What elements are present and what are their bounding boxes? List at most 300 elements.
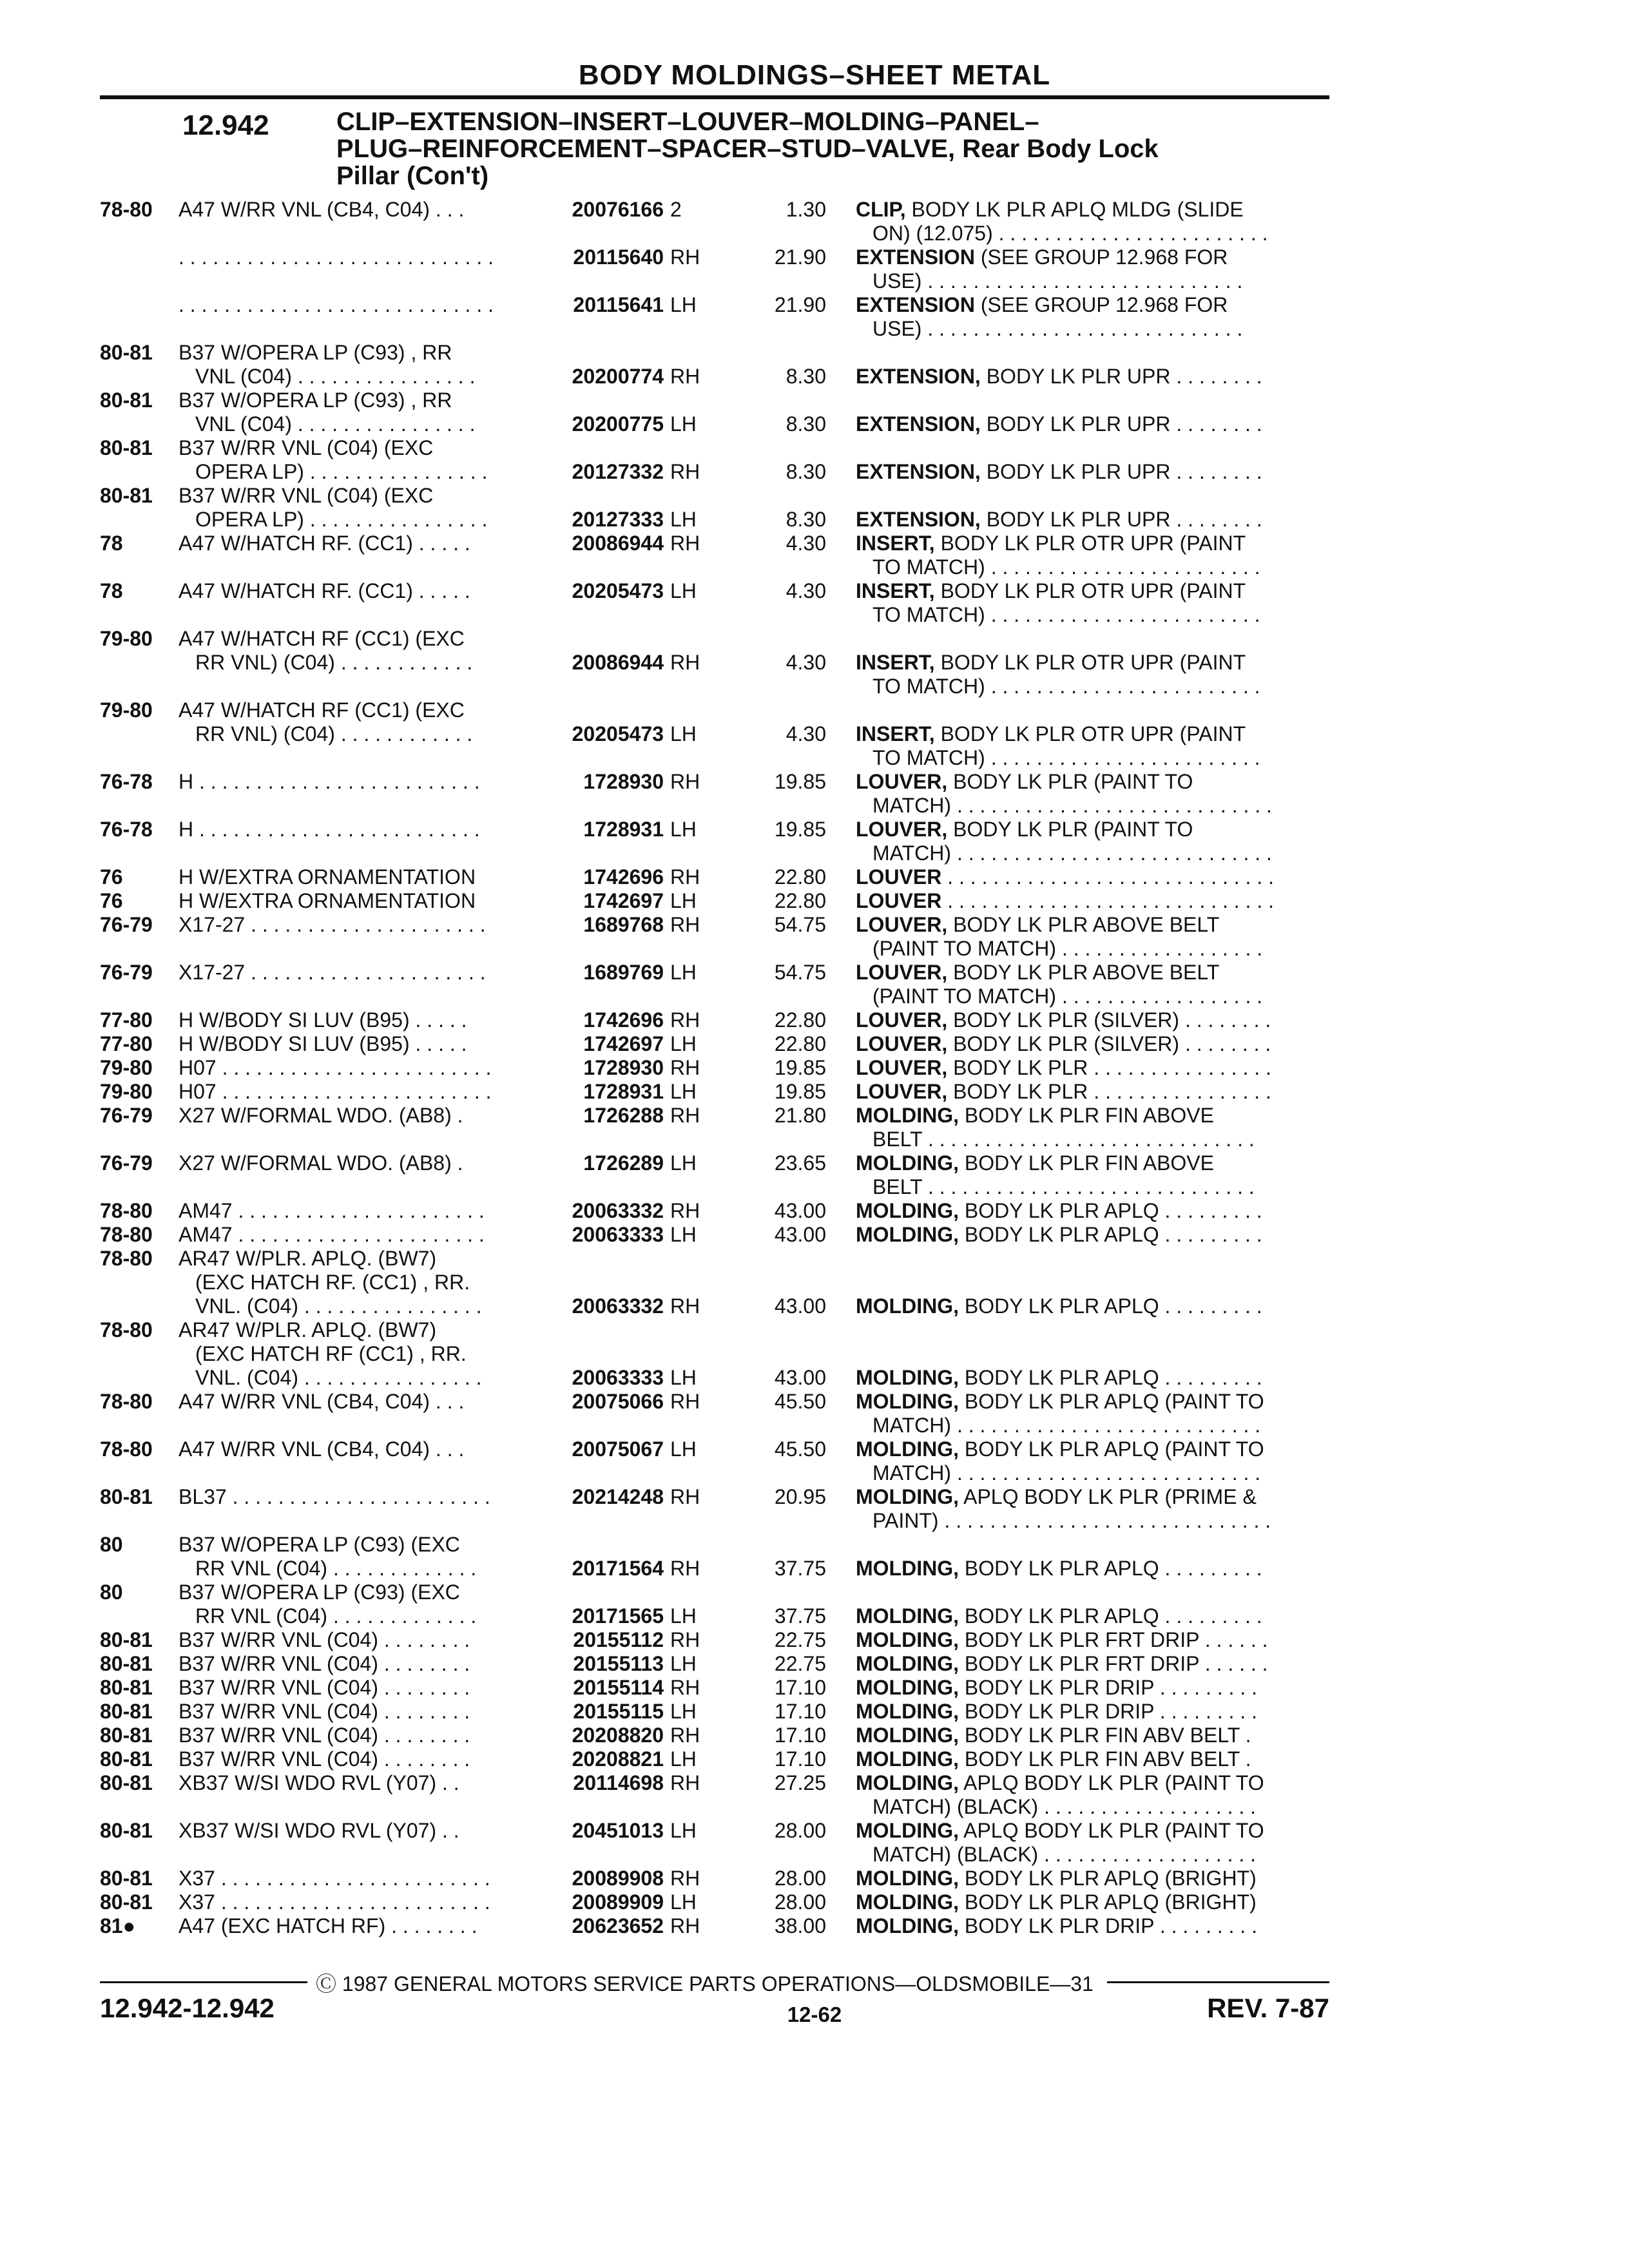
part-application <box>178 1890 526 1914</box>
part-name-text: BODY LK PLR APLQ (BRIGHT) <box>958 1867 1257 1890</box>
part-name-text: MATCH) . . . . . . . . . . . . . . . . . . . . . . . . . . . . <box>872 841 1272 865</box>
part-application-line: XB37 W/SI WDO RVL (Y07) . . <box>178 1819 459 1842</box>
part-application <box>178 1628 526 1652</box>
part-application-line: RR VNL (C04) . . . . . . . . . . . . . <box>195 1604 477 1628</box>
part-name-text: BODY LK PLR OTR UPR (PAINT <box>934 579 1246 602</box>
part-name-keyword: MOLDING, <box>856 1771 959 1794</box>
part-name-text: (SEE GROUP 12.968 FOR <box>974 245 1228 269</box>
part-quantity: RH <box>670 1676 700 1699</box>
part-price: 22.80 <box>774 889 826 912</box>
part-name-line <box>856 198 1320 222</box>
part-quantity: LH <box>670 412 697 436</box>
part-application-line: B37 W/OPERA LP (C93) (EXC <box>178 1581 460 1604</box>
part-years: 78-80 <box>100 198 153 221</box>
part-number: 20155114 <box>573 1676 664 1699</box>
part-quantity: LH <box>670 579 697 602</box>
part-application-line: VNL (C04) . . . . . . . . . . . . . . . . <box>195 365 476 388</box>
part-name-text: BODY LK PLR APLQ . . . . . . . . . <box>958 1557 1262 1580</box>
part-name-line <box>856 1747 1320 1771</box>
part-name-text: BODY LK PLR UPR . . . . . . . . <box>980 460 1262 483</box>
part-number: 20063332 <box>572 1199 664 1222</box>
part-name <box>856 579 1320 627</box>
part-number: 1742697 <box>583 889 664 912</box>
part-years: 79-80 <box>100 1080 153 1103</box>
part-name <box>856 1366 1320 1390</box>
part-name-line <box>856 937 1320 961</box>
part-name-line <box>856 1414 1320 1437</box>
part-name <box>856 961 1320 1008</box>
part-application <box>178 1771 526 1795</box>
part-name <box>856 889 1320 913</box>
section-title-line-1: CLIP–EXTENSION–INSERT–LOUVER–MOLDING–PANEL– <box>336 108 1039 136</box>
part-quantity: RH <box>670 1724 700 1747</box>
part-name-line <box>856 1104 1320 1128</box>
part-name <box>856 1151 1320 1199</box>
part-number: 20200775 <box>572 412 664 436</box>
part-application <box>178 341 526 389</box>
part-name-text: APLQ BODY LK PLR (PAINT TO <box>958 1819 1264 1842</box>
part-name-line <box>856 222 1320 245</box>
part-application-line: VNL (C04) . . . . . . . . . . . . . . . . <box>195 412 476 436</box>
part-name-text: BODY LK PLR DRIP . . . . . . . . . <box>958 1914 1257 1937</box>
part-name-keyword: LOUVER <box>856 865 942 889</box>
part-application <box>178 1700 526 1724</box>
footer-copyright: Ⓒ 1987 GENERAL MOTORS SERVICE PARTS OPERATIONS—OLDSMOBILE—31 <box>316 1972 1094 1995</box>
part-name <box>856 770 1320 818</box>
part-number: 20089908 <box>572 1867 664 1890</box>
part-application-line: B37 W/RR VNL (C04) . . . . . . . . <box>178 1652 470 1675</box>
part-number: 1728931 <box>583 1080 664 1103</box>
part-number: 20208821 <box>572 1747 664 1771</box>
part-name-text: (PAINT TO MATCH) . . . . . . . . . . . . . . . . . . <box>872 937 1263 960</box>
part-name-line <box>856 532 1320 555</box>
part-name <box>856 1652 1320 1676</box>
section-title-line-2: PLUG–REINFORCEMENT–SPACER–STUD–VALVE, Rear Body Lock <box>336 135 1159 163</box>
part-years: 76-79 <box>100 913 153 936</box>
part-name-line <box>856 1771 1320 1795</box>
part-price: 19.85 <box>774 818 826 841</box>
part-application-line: A47 W/RR VNL (CB4, C04) . . . <box>178 198 465 221</box>
footer-section-range: 12.942-12.942 <box>100 1993 275 2023</box>
part-name-line <box>856 1700 1320 1724</box>
part-name-text: BODY LK PLR APLQ (BRIGHT) <box>958 1890 1257 1914</box>
part-quantity: RH <box>670 1294 700 1318</box>
part-name-line <box>856 293 1320 317</box>
part-years: 80-81 <box>100 1676 153 1699</box>
part-application-line: H . . . . . . . . . . . . . . . . . . . . . . . . . <box>178 818 480 841</box>
part-price: 23.65 <box>774 1151 826 1175</box>
part-years: 80 <box>100 1581 123 1604</box>
part-application-line: A47 W/RR VNL (CB4, C04) . . . <box>178 1437 465 1461</box>
part-number: 20063332 <box>572 1294 664 1318</box>
part-name-text: BODY LK PLR UPR . . . . . . . . <box>980 365 1262 388</box>
part-name-line <box>856 1461 1320 1485</box>
part-price: 17.10 <box>774 1676 826 1699</box>
part-name <box>856 1223 1320 1247</box>
part-name-keyword: MOLDING, <box>856 1294 959 1318</box>
part-application <box>178 1318 526 1390</box>
part-application-line: B37 W/RR VNL (C04) (EXC <box>178 484 434 507</box>
part-price: 22.80 <box>774 1032 826 1055</box>
part-price: 28.00 <box>774 1890 826 1914</box>
part-name <box>856 1914 1320 1938</box>
part-name <box>856 1104 1320 1151</box>
footer-page-number: 12-62 <box>787 2003 842 2026</box>
part-quantity: RH <box>670 1008 700 1032</box>
part-name-keyword: LOUVER, <box>856 1008 948 1032</box>
section-title-line-3: Pillar (Con't) <box>336 162 489 190</box>
part-application <box>178 532 526 555</box>
part-application-line: X37 . . . . . . . . . . . . . . . . . . . . . . . . <box>178 1890 490 1914</box>
part-name-text: BODY LK PLR OTR UPR (PAINT <box>934 532 1246 555</box>
part-application-line: . . . . . . . . . . . . . . . . . . . . . . . . . . . . <box>178 245 494 269</box>
part-application-line: H W/BODY SI LUV (B95) . . . . . <box>178 1032 467 1055</box>
part-name-line <box>856 985 1320 1008</box>
part-name-line <box>856 961 1320 985</box>
part-price: 38.00 <box>774 1914 826 1937</box>
part-quantity: LH <box>670 889 697 912</box>
part-name-keyword: LOUVER, <box>856 818 948 841</box>
part-name-text: BODY LK PLR (SILVER) . . . . . . . . <box>947 1008 1271 1032</box>
part-name-text: BODY LK PLR FIN ABOVE <box>958 1104 1214 1127</box>
part-name-keyword: MOLDING, <box>856 1747 959 1771</box>
part-years: 80-81 <box>100 1867 153 1890</box>
part-price: 19.85 <box>774 1080 826 1103</box>
part-name-text: APLQ BODY LK PLR (PAINT TO <box>958 1771 1264 1794</box>
part-quantity: LH <box>670 1151 697 1175</box>
part-application <box>178 1080 526 1104</box>
part-name <box>856 245 1320 293</box>
part-application-line: B37 W/RR VNL (C04) . . . . . . . . <box>178 1724 470 1747</box>
part-quantity: LH <box>670 1437 697 1461</box>
part-quantity: RH <box>670 1557 700 1580</box>
part-number: 20205473 <box>572 722 664 745</box>
part-price: 8.30 <box>786 365 826 388</box>
part-price: 4.30 <box>786 579 826 602</box>
part-name-text: BODY LK PLR FIN ABV BELT . <box>958 1747 1251 1771</box>
part-application-line: X17-27 . . . . . . . . . . . . . . . . . . . . . <box>178 961 486 984</box>
part-years: 78-80 <box>100 1390 153 1413</box>
part-quantity: RH <box>670 1485 700 1508</box>
part-application <box>178 1008 526 1032</box>
part-price: 17.10 <box>774 1724 826 1747</box>
part-quantity: RH <box>670 1199 700 1222</box>
part-application-line: A47 W/HATCH RF. (CC1) . . . . . <box>178 579 470 602</box>
part-application-line: . . . . . . . . . . . . . . . . . . . . . . . . . . . . <box>178 293 494 316</box>
part-name-keyword: EXTENSION <box>856 245 975 269</box>
part-years: 80 <box>100 1533 123 1556</box>
part-name-keyword: CLIP, <box>856 198 906 221</box>
part-name-keyword: INSERT, <box>856 722 935 745</box>
part-name <box>856 1819 1320 1867</box>
part-name-line <box>856 1175 1320 1199</box>
part-name-text: (SEE GROUP 12.968 FOR <box>974 293 1228 316</box>
part-application <box>178 1819 526 1843</box>
part-name <box>856 1199 1320 1223</box>
part-name-keyword: LOUVER, <box>856 770 948 793</box>
part-name-keyword: MOLDING, <box>856 1890 959 1914</box>
part-years: 80-81 <box>100 1890 153 1914</box>
part-name-keyword: MOLDING, <box>856 1914 959 1937</box>
part-years: 80-81 <box>100 1485 153 1508</box>
part-name-line <box>856 1843 1320 1867</box>
part-name-text: BODY LK PLR APLQ . . . . . . . . . <box>958 1199 1262 1222</box>
part-name <box>856 1867 1320 1890</box>
part-application-line: X27 W/FORMAL WDO. (AB8) . <box>178 1151 463 1175</box>
part-name-line <box>856 1676 1320 1700</box>
part-application <box>178 389 526 436</box>
part-name-line <box>856 1294 1320 1318</box>
part-name <box>856 460 1320 484</box>
part-name <box>856 651 1320 698</box>
part-number: 20208820 <box>572 1724 664 1747</box>
part-number: 20115641 <box>573 293 664 316</box>
part-name-keyword: EXTENSION, <box>856 460 981 483</box>
part-number: 20115640 <box>573 245 664 269</box>
part-price: 17.10 <box>774 1700 826 1723</box>
part-years: 80-81 <box>100 1652 153 1675</box>
part-years: 79-80 <box>100 698 153 722</box>
part-application <box>178 1104 526 1128</box>
part-name-keyword: MOLDING, <box>856 1366 959 1389</box>
part-number: 20127332 <box>572 460 664 483</box>
part-name-text: BELT . . . . . . . . . . . . . . . . . . . . . . . . . . . . . <box>872 1175 1255 1198</box>
part-application-line: A47 W/HATCH RF. (CC1) . . . . . <box>178 532 470 555</box>
part-application-line: OPERA LP) . . . . . . . . . . . . . . . . <box>195 508 488 531</box>
part-application <box>178 1485 526 1509</box>
part-years: 77-80 <box>100 1008 153 1032</box>
part-application-line: B37 W/OPERA LP (C93) (EXC <box>178 1533 460 1556</box>
part-name-keyword: MOLDING, <box>856 1676 959 1699</box>
part-price: 4.30 <box>786 722 826 745</box>
part-years: 76-79 <box>100 961 153 984</box>
footer-rule-left <box>100 1981 307 1983</box>
part-application <box>178 1437 526 1461</box>
part-name-line <box>856 460 1320 484</box>
part-quantity: LH <box>670 1747 697 1771</box>
part-name-line <box>856 1366 1320 1390</box>
part-quantity: RH <box>670 1914 700 1937</box>
part-name-line <box>856 269 1320 293</box>
part-price: 37.75 <box>774 1604 826 1628</box>
part-name <box>856 1771 1320 1819</box>
part-name-keyword: MOLDING, <box>856 1437 959 1461</box>
part-quantity: LH <box>670 1223 697 1246</box>
part-price: 22.75 <box>774 1652 826 1675</box>
part-quantity: LH <box>670 1890 697 1914</box>
part-number: 20451013 <box>572 1819 664 1842</box>
part-number: 1726289 <box>583 1151 664 1175</box>
part-name <box>856 1747 1320 1771</box>
part-name-text: PAINT) . . . . . . . . . . . . . . . . . . . . . . . . . . . . . <box>872 1509 1271 1532</box>
part-price: 43.00 <box>774 1366 826 1389</box>
part-application-line: B37 W/OPERA LP (C93) , RR <box>178 389 452 412</box>
part-application <box>178 1032 526 1056</box>
part-name-line <box>856 365 1320 389</box>
part-name-text: TO MATCH) . . . . . . . . . . . . . . . . . . . . . . . . <box>872 675 1260 698</box>
part-years: 78-80 <box>100 1247 153 1270</box>
part-name-line <box>856 1914 1320 1938</box>
part-name-text: BODY LK PLR ABOVE BELT <box>947 913 1220 936</box>
part-application-line: RR VNL) (C04) . . . . . . . . . . . . <box>195 651 473 674</box>
part-quantity: RH <box>670 865 700 889</box>
part-name-keyword: INSERT, <box>856 532 935 555</box>
part-application <box>178 627 526 675</box>
part-years: 80-81 <box>100 1700 153 1723</box>
part-years: 76-79 <box>100 1104 153 1127</box>
part-name-text: BODY LK PLR APLQ (PAINT TO <box>958 1390 1264 1413</box>
part-application-line: VNL. (C04) . . . . . . . . . . . . . . . . <box>195 1294 482 1318</box>
part-name-line <box>856 1509 1320 1533</box>
part-application-line: A47 W/RR VNL (CB4, C04) . . . <box>178 1390 465 1413</box>
part-price: 27.25 <box>774 1771 826 1794</box>
section-number: 12.942 <box>182 110 269 141</box>
part-name-line <box>856 1437 1320 1461</box>
part-name-text: BODY LK PLR FIN ABV BELT . <box>958 1724 1251 1747</box>
part-quantity: LH <box>670 1366 697 1389</box>
part-number: 20200774 <box>572 365 664 388</box>
part-name-text: BODY LK PLR APLQ . . . . . . . . . <box>958 1223 1262 1246</box>
part-application-line: H . . . . . . . . . . . . . . . . . . . . . . . . . <box>178 770 480 793</box>
part-number: 1742697 <box>583 1032 664 1055</box>
part-price: 22.80 <box>774 865 826 889</box>
part-price: 4.30 <box>786 651 826 674</box>
part-application <box>178 1151 526 1175</box>
part-name-keyword: MOLDING, <box>856 1700 959 1723</box>
part-application-line: VNL. (C04) . . . . . . . . . . . . . . . . <box>195 1366 482 1389</box>
part-name-text: BODY LK PLR (SILVER) . . . . . . . . <box>947 1032 1271 1055</box>
part-name-line <box>856 1223 1320 1247</box>
part-name-keyword: LOUVER, <box>856 913 948 936</box>
part-application-line: X17-27 . . . . . . . . . . . . . . . . . . . . . <box>178 913 486 936</box>
part-number: 20214248 <box>572 1485 664 1508</box>
part-name-text: USE) . . . . . . . . . . . . . . . . . . . . . . . . . . . . <box>872 317 1243 340</box>
part-quantity: RH <box>670 1867 700 1890</box>
part-quantity: LH <box>670 961 697 984</box>
part-number: 20155113 <box>573 1652 664 1675</box>
part-application-line: B37 W/RR VNL (C04) . . . . . . . . <box>178 1700 470 1723</box>
part-name-keyword: MOLDING, <box>856 1724 959 1747</box>
part-name-keyword: MOLDING, <box>856 1223 959 1246</box>
part-years: 78 <box>100 579 123 602</box>
part-number: 1726288 <box>583 1104 664 1127</box>
part-price: 28.00 <box>774 1819 826 1842</box>
part-quantity: LH <box>670 508 697 531</box>
part-years: 80-81 <box>100 1819 153 1842</box>
part-name-text: BODY LK PLR ABOVE BELT <box>947 961 1220 984</box>
part-number: 20089909 <box>572 1890 664 1914</box>
part-years: 78 <box>100 532 123 555</box>
part-application <box>178 1199 526 1223</box>
part-name-line <box>856 794 1320 818</box>
part-quantity: LH <box>670 1032 697 1055</box>
part-name-keyword: INSERT, <box>856 651 935 674</box>
part-quantity: LH <box>670 722 697 745</box>
part-name-keyword: MOLDING, <box>856 1628 959 1651</box>
part-name <box>856 293 1320 341</box>
part-name-keyword: LOUVER, <box>856 1080 948 1103</box>
part-price: 21.80 <box>774 1104 826 1127</box>
part-name-text: TO MATCH) . . . . . . . . . . . . . . . . . . . . . . . . <box>872 603 1260 626</box>
part-name-keyword: MOLDING, <box>856 1652 959 1675</box>
part-years: 76-78 <box>100 818 153 841</box>
part-price: 43.00 <box>774 1294 826 1318</box>
part-application <box>178 579 526 603</box>
part-name-keyword: EXTENSION, <box>856 412 981 436</box>
part-name-keyword: MOLDING, <box>856 1557 959 1580</box>
part-price: 21.90 <box>774 245 826 269</box>
part-number: 20086944 <box>572 532 664 555</box>
part-number: 20155112 <box>573 1628 664 1651</box>
part-name-line <box>856 245 1320 269</box>
footer-revision: REV. 7-87 <box>1207 1993 1329 2023</box>
part-quantity: RH <box>670 1771 700 1794</box>
part-application <box>178 245 526 269</box>
part-number: 1742696 <box>583 865 664 889</box>
part-name-line <box>856 770 1320 794</box>
part-years: 77-80 <box>100 1032 153 1055</box>
part-price: 45.50 <box>774 1390 826 1413</box>
part-name-line <box>856 1008 1320 1032</box>
part-years: 76-78 <box>100 770 153 793</box>
part-price: 8.30 <box>786 508 826 531</box>
part-name <box>856 1890 1320 1914</box>
part-name <box>856 1032 1320 1056</box>
part-name-line <box>856 1652 1320 1676</box>
part-name-text: BODY LK PLR (PAINT TO <box>947 770 1193 793</box>
part-name-line <box>856 1151 1320 1175</box>
part-name-text: BODY LK PLR FIN ABOVE <box>958 1151 1214 1175</box>
part-application <box>178 889 526 913</box>
part-name <box>856 365 1320 389</box>
part-application-line: AR47 W/PLR. APLQ. (BW7) <box>178 1247 437 1270</box>
part-quantity: LH <box>670 1652 697 1675</box>
part-name-text: BODY LK PLR APLQ MLDG (SLIDE <box>905 198 1244 221</box>
part-number: 20623652 <box>572 1914 664 1937</box>
part-application <box>178 1581 526 1628</box>
part-number: 20063333 <box>572 1223 664 1246</box>
part-price: 17.10 <box>774 1747 826 1771</box>
part-price: 54.75 <box>774 913 826 936</box>
part-number: 20171565 <box>572 1604 664 1628</box>
part-name <box>856 532 1320 579</box>
part-name-line <box>856 889 1320 913</box>
part-application <box>178 1533 526 1581</box>
part-application <box>178 1867 526 1890</box>
part-name-text: USE) . . . . . . . . . . . . . . . . . . . . . . . . . . . . <box>872 269 1243 293</box>
part-quantity: RH <box>670 651 700 674</box>
part-quantity: RH <box>670 913 700 936</box>
part-name-line <box>856 651 1320 675</box>
part-application <box>178 1747 526 1771</box>
part-name-text: BODY LK PLR DRIP . . . . . . . . . <box>958 1676 1257 1699</box>
part-name-line <box>856 317 1320 341</box>
part-application <box>178 818 526 841</box>
part-name-text: MATCH) (BLACK) . . . . . . . . . . . . . . . . . . . <box>872 1795 1257 1818</box>
part-name-line <box>856 722 1320 746</box>
part-application <box>178 865 526 889</box>
part-years: 80-81 <box>100 436 153 459</box>
part-name-keyword: MOLDING, <box>856 1104 959 1127</box>
part-application-line: H W/EXTRA ORNAMENTATION <box>178 889 476 912</box>
part-number: 20155115 <box>573 1700 664 1723</box>
part-name-text: BODY LK PLR OTR UPR (PAINT <box>934 722 1246 745</box>
part-years: 76 <box>100 889 123 912</box>
part-name-line <box>856 1032 1320 1056</box>
part-name-line <box>856 1795 1320 1819</box>
part-number: 20114698 <box>573 1771 664 1794</box>
part-name-text: BODY LK PLR FRT DRIP . . . . . . <box>958 1628 1268 1651</box>
